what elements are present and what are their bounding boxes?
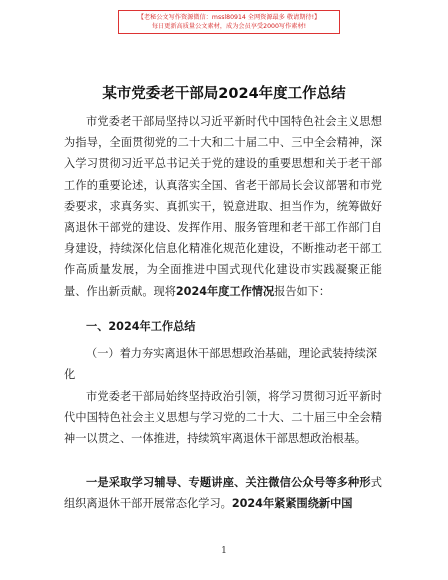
section-heading: 一、2024年工作总结	[86, 320, 196, 333]
promo-line-2: 每日更新高质量公文素材，成为会员享受2000写作素材!	[151, 23, 307, 30]
subsection-heading: （一）着力夯实离退休干部思想政治基础，理论武装持续深化	[64, 347, 377, 382]
intro-text: 市党委老干部局坚持以习近平新时代中国特色社会主义思想为指导，全面贯彻党的二十大和二十届二中、三中全会精神，深入学习贯彻习近平总书记关于党的建设的重要思想和关于老干部工作的重要论述，认真落实全国、省老干部局长会议部署和市党委要求，求真务实、真抓实干，锐意进取、担当作为，统筹做好离退休干部党的建设、发挥作用、服务管理和老干部工作部门自身建设，持续深化信息化精准化规范化建设，不断推动老干部工作高质量发展，为全面推进中国式现代化建设市实践凝聚正能量、作出新贡献。现将	[64, 115, 382, 298]
document-title: 某市党委老干部局2024年度工作总结	[102, 86, 346, 102]
promo-banner[interactable]	[118, 10, 340, 34]
intro-tail: 报告如下：	[274, 284, 331, 298]
intro-bold-tail: 2024年度工作情况	[175, 284, 275, 298]
promo-line-1: 【老秘公文写作资源微信：mssl80914 全网资源最多 敬请期待!】	[137, 14, 321, 21]
para3-text: 式组织离退休干部开展常态化学习。	[64, 476, 382, 511]
para3-bold-tail: 2024年紧紧围绕新中国	[231, 497, 353, 511]
page-number: 1	[221, 546, 227, 556]
body-paragraph-2	[64, 472, 382, 514]
intro-paragraph	[64, 111, 382, 302]
para3-bold-lead: 一是采取学习辅导、专题讲座、关注微信公众号等多种形	[86, 476, 371, 489]
body-paragraph: 市党委老干部局始终坚持政治引领，将学习贯彻习近平新时代中国特色社会主义思想与学习党的二十大、二十届三中全会精神一以贯之、一体推进，持续筑牢离退休干部思想政治根基。	[64, 390, 382, 446]
